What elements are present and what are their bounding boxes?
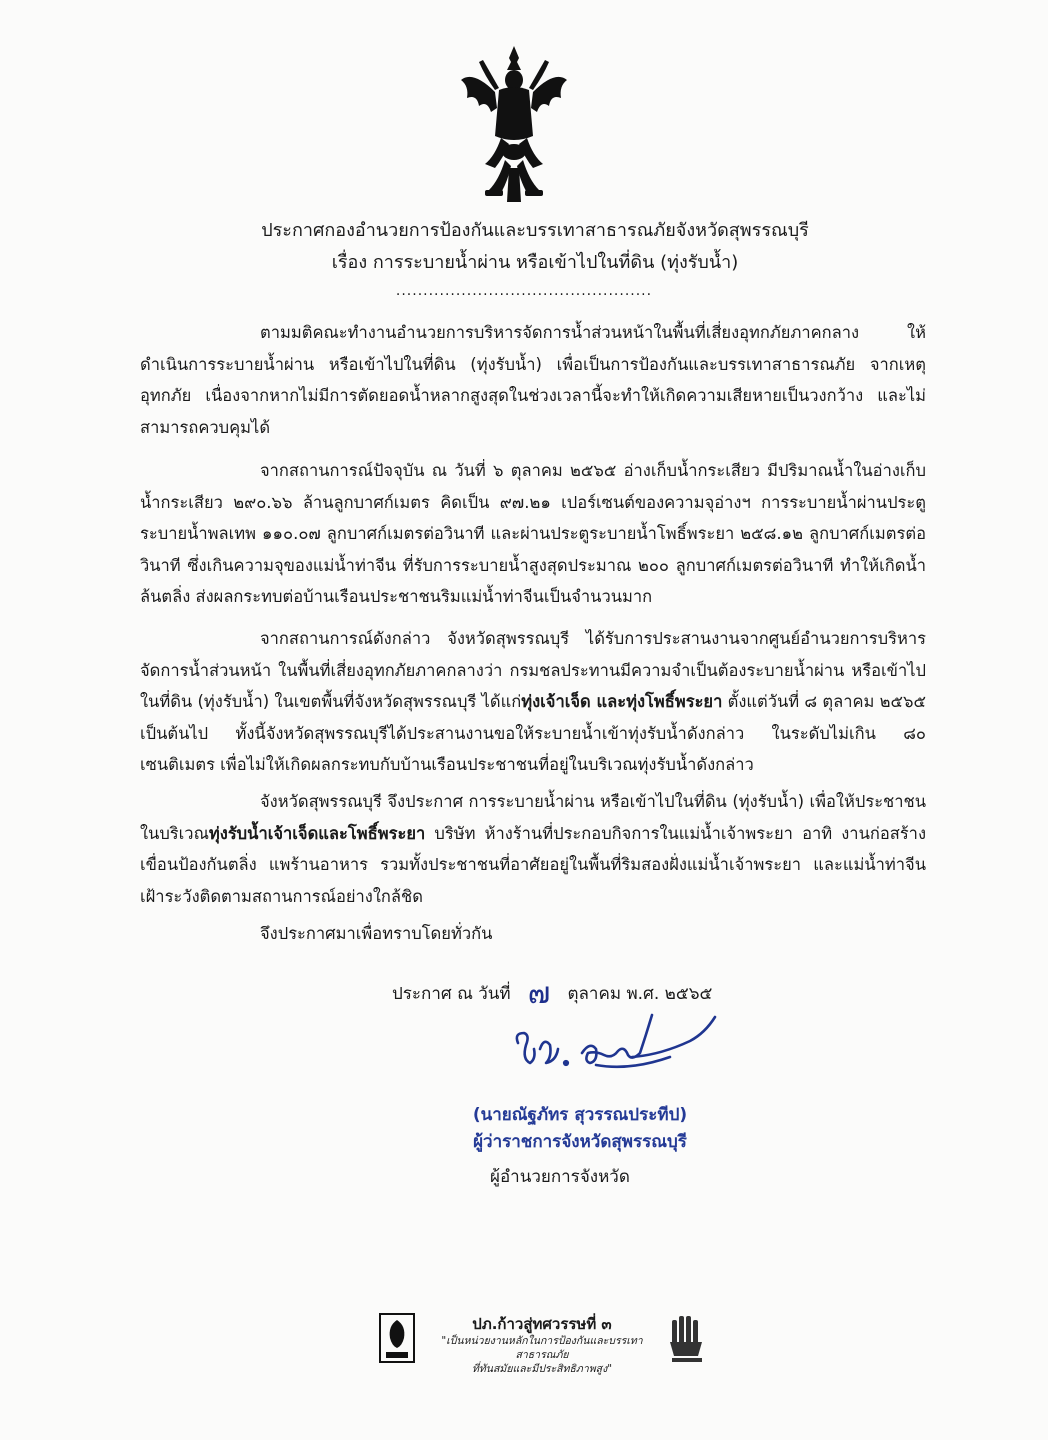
signatory-position: ผู้ว่าราชการจังหวัดสุพรรณบุรี <box>473 1132 687 1152</box>
garuda-emblem-icon <box>455 40 573 205</box>
signatory-block <box>0 1102 1048 1156</box>
announcement-subject: เรื่อง การระบายน้ำผ่าน หรือเข้าไปในที่ดิน (ทุ่งรับน้ำ) <box>331 252 739 273</box>
date-suffix: ตุลาคม พ.ศ. ๒๕๖๕ <box>567 984 713 1004</box>
paragraph-5 <box>140 918 926 950</box>
paragraph-2-text: จากสถานการณ์ปัจจุบัน ณ วันที่ ๖ ตุลาคม ๒๕๖๕ อ่างเก็บน้ำกระเสียว มีปริมาณน้ำในอ่างเก็บน้ำกระเสียว ๒๙๐.๖๖ ล้านลูกบาศก์เมตร คิดเป็น ๙๗.๒๑ เปอร์เซนต์ของความจุอ่างฯ การระบายน้ำผ่านประตูระบายน้ำพลเทพ ๑๑๐.๐๗ ลูกบาศก์เมตรต่อวินาที และผ่านประตูระบายน้ำโพธิ์พระยา ๒๕๘.๑๒ ลูกบาศก์เมตรต่อวินาที ซึ่งเกินความจุของแม่น้ำท่าจีน ที่รับการระบายน้ำสูงสุดประมาณ ๒๐๐ ลูกบาศก์เมตรต่อวินาที ทำให้เกิดน้ำล้นตลิ่ง ส่งผลกระทบต่อบ้านเรือนประชาชนริมแม่น้ำท่าจีนเป็นจำนวนมาก <box>140 461 926 606</box>
paragraph-4-text: จังหวัดสุพรรณบุรี จึงประกาศ การระบายน้ำผ่าน หรือเข้าไปในที่ดิน (ทุ่งรับน้ำ) เพื่อให้ประชาชนในบริเวณ <box>140 792 926 843</box>
footer-line-3: ที่ทันสมัยและมีประสิทธิภาพสูง" <box>471 1363 613 1375</box>
paragraph-4-text-end: บริษัท ห้างร้านที่ประกอบกิจการในแม่น้ำเจ้าพระยา อาทิ งานก่อสร้าง เขื่อนป้องกันตลิ่ง แพร้านอาหาร รวมทั้งประชาชนที่อาศัยอยู่ในพื้นที่ริมสองฝั่งแม่น้ำเจ้าพระยา และแม่น้ำท่าจีน เฝ้าระวังติดตามสถานการณ์อย่างใกล้ชิด <box>140 823 926 906</box>
paragraph-1 <box>140 317 926 443</box>
announcement-title: ประกาศกองอำนวยการป้องกันและบรรเทาสาธารณภัยจังหวัดสุพรรณบุรี <box>261 220 809 241</box>
footer-line-2: "เป็นหน่วยงานหลักในการป้องกันและบรรเทาสาธารณภัย <box>441 1335 643 1361</box>
date-prefix: ประกาศ ณ วันที่ <box>392 984 511 1004</box>
paragraph-5-text: จึงประกาศมาเพื่อทราบโดยทั่วกัน <box>260 924 493 943</box>
paragraph-3-text-end: ตั้งแต่วันที่ ๘ ตุลาคม ๒๕๖๕ เป็นต้นไป ทั้งนี้จังหวัดสุพรรณบุรีได้ประสานงานขอให้ระบายน้ำเข้าทุ่งรับน้ำดังกล่าว ในระดับไม่เกิน ๘๐ เซนติเมตร เพื่อไม่ให้เกิดผลกระทบกับบ้านเรือนประชาชนที่อยู่ในบริเวณทุ่งรับน้ำดังกล่าว <box>140 692 926 774</box>
title-separator: ............................................... <box>395 283 653 299</box>
paragraph-1-text: ตามมติคณะทำงานอำนวยการบริหารจัดการน้ำส่วนหน้าในพื้นที่เสี่ยงอุทกภัยภาคกลาง ให้ดำเนินการระบายน้ำผ่าน หรือเข้าไปในที่ดิน (ทุ่งรับน้ำ) เพื่อเป็นการป้องกันและบรรเทาสาธารณภัย จากเหตุอุทกภัย เนื่องจากหากไม่มีการตัดยอดน้ำหลากสูงสุดในช่วงเวลานี้จะทำให้เกิดความเสียหายเป็นวงกว้าง และไม่สามารถควบคุมได้ <box>140 323 926 437</box>
footer-slogan <box>422 1314 662 1376</box>
paragraph-4-emphasis: ทุ่งรับน้ำเจ้าเจ็ดและโพธิ์พระยา <box>208 823 426 843</box>
paragraph-2 <box>140 455 926 613</box>
footer-banner <box>378 1312 713 1375</box>
paragraph-3 <box>140 623 926 781</box>
footer-line-1: ปภ.ก้าวสู่ทศวรรษที่ ๓ <box>472 1315 612 1333</box>
handwritten-signature <box>500 1005 720 1085</box>
hand-logo-icon <box>666 1312 708 1364</box>
signatory-name: (นายณัฐภัทร สุวรรณประทีป) <box>472 1105 688 1125</box>
paragraph-3-emphasis: ทุ่งเจ้าเจ็ด และทุ่งโพธิ์พระยา <box>521 692 723 711</box>
dpm-logo-icon <box>378 1312 416 1364</box>
paragraph-3-text: จากสถานการณ์ดังกล่าว จังหวัดสุพรรณบุรี ได้รับการประสานงานจากศูนย์อำนวยการบริหารจัดการน้ำส่วนหน้า ในพื้นที่เสี่ยงอุทกภัยภาคกลางว่า กรมชลประทานมีความจำเป็นต้องระบายน้ำผ่าน หรือเข้าไปในที่ดิน (ทุ่งรับน้ำ) ในเขตพื้นที่จังหวัดสุพรรณบุรี ได้แก่ <box>140 629 926 711</box>
date-day-handwritten: ๗ <box>527 976 551 1011</box>
paragraph-4 <box>140 786 926 912</box>
signatory-role: ผู้อำนวยการจังหวัด <box>490 1167 630 1187</box>
